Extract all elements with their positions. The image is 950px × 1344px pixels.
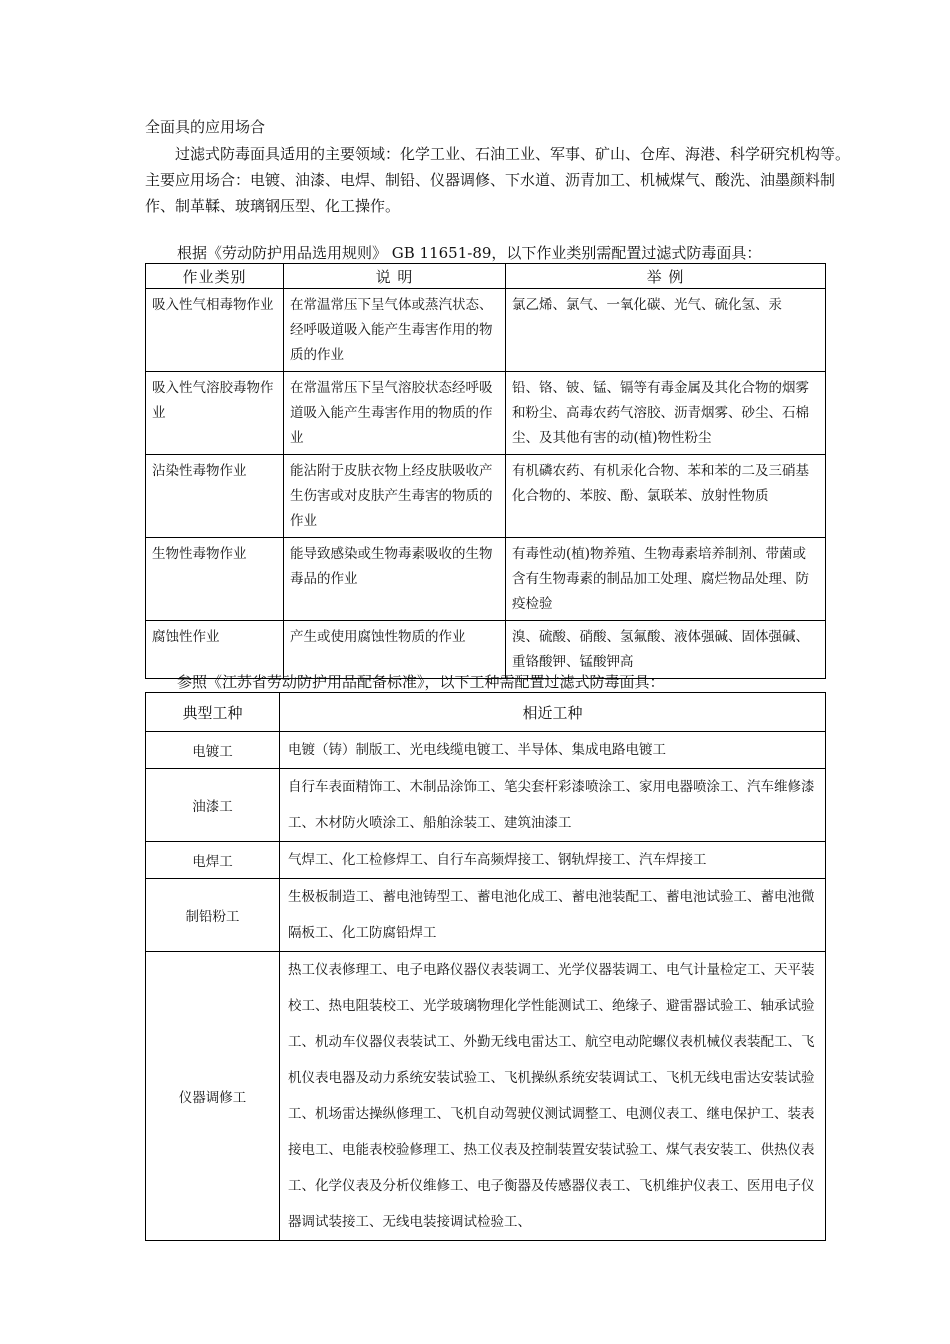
row-category: 生物性毒物作业 <box>146 538 284 621</box>
row-job-type: 制铅粉工 <box>146 879 280 952</box>
row-description: 在常温常压下呈气溶胶状态经呼吸道吸入能产生毒害作用的物质的作业 <box>284 372 506 455</box>
row-description: 能沾附于皮肤衣物上经皮肤吸收产生伤害或对皮肤产生毒害的物质的作业 <box>284 455 506 538</box>
table-row <box>146 842 826 879</box>
table-row <box>146 952 826 1241</box>
row-examples: 有毒性动(植)物养殖、生物毒素培养制剂、带菌或含有生物毒素的制品加工处理、腐烂物品处理、防疫检验 <box>506 538 826 621</box>
row-examples: 有机磷农药、有机汞化合物、苯和苯的二及三硝基化合物的、苯胺、酚、氯联苯、放射性物质 <box>506 455 826 538</box>
row-job-type: 电焊工 <box>146 842 280 879</box>
header-examples: 举 例 <box>506 264 826 289</box>
table-row <box>146 879 826 952</box>
table-row <box>146 372 826 455</box>
row-job-type: 电镀工 <box>146 732 280 769</box>
table2-caption: 参照《江苏省劳动防护用品配备标准》，以下工种需配置过滤式防毒面具： <box>177 673 665 691</box>
row-examples: 铅、铬、铍、锰、镉等有毒金属及其化合物的烟雾和粉尘、高毒农药气溶胶、沥青烟雾、砂尘、石棉尘、及其他有害的动(植)物性粉尘 <box>506 372 826 455</box>
row-similar-jobs: 气焊工、化工检修焊工、自行车高频焊接工、钢轨焊接工、汽车焊接工 <box>280 842 826 879</box>
table-row <box>146 455 826 538</box>
row-similar-jobs: 自行车表面精饰工、木制品涂饰工、笔尖套杆彩漆喷涂工、家用电器喷涂工、汽车维修漆工、木材防火喷涂工、船舶涂装工、建筑油漆工 <box>280 769 826 842</box>
table-header-row <box>146 264 826 289</box>
header-description: 说 明 <box>284 264 506 289</box>
table-row <box>146 538 826 621</box>
row-job-type: 油漆工 <box>146 769 280 842</box>
row-category: 沾染性毒物作业 <box>146 455 284 538</box>
intro-paragraph: 过滤式防毒面具适用的主要领域：化学工业、石油工业、军事、矿山、仓库、海港、科学研究机构等。 主要应用场合：电镀、油漆、电焊、制铅、仪器调修、下水道、沥青加工、机械煤气、酸洗、油墨颜料制作、制革鞣、玻璃钢压型、化工操作。 <box>145 145 851 215</box>
header-category: 作业类别 <box>146 264 284 289</box>
row-description: 能导致感染或生物毒素吸收的生物毒品的作业 <box>284 538 506 621</box>
table-row <box>146 289 826 372</box>
row-description: 产生或使用腐蚀性物质的作业 <box>284 621 506 679</box>
row-category: 吸入性气相毒物作业 <box>146 289 284 372</box>
row-description: 在常温常压下呈气体或蒸汽状态、经呼吸道吸入能产生毒害作用的物质的作业 <box>284 289 506 372</box>
table-row <box>146 769 826 842</box>
header-typical-job: 典型工种 <box>146 693 280 732</box>
table-header-row <box>146 693 826 732</box>
table-row <box>146 621 826 679</box>
job-type-table <box>145 692 826 1241</box>
row-category: 腐蚀性作业 <box>146 621 284 679</box>
row-category: 吸入性气溶胶毒物作业 <box>146 372 284 455</box>
row-examples: 氯乙烯、氯气、一氧化碳、光气、硫化氢、汞 <box>506 289 826 372</box>
row-similar-jobs: 电镀（铸）制版工、光电线缆电镀工、半导体、集成电路电镀工 <box>280 732 826 769</box>
row-examples: 溴、硫酸、硝酸、氢氟酸、液体强碱、固体强碱、重铬酸钾、锰酸钾高 <box>506 621 826 679</box>
row-similar-jobs: 热工仪表修理工、电子电路仪器仪表装调工、光学仪器装调工、电气计量检定工、天平装校工、热电阻装校工、光学玻璃物理化学性能测试工、绝缘子、避雷器试验工、轴承试验工、机动车仪器仪表装试工、外勤无线电雷达工、航空电动陀螺仪表机械仪表装配工、飞机仪表电器及动力系统安装试验工、飞机操纵系统安装调试工、飞机无线电雷达安装试验工、机场雷达操纵修理工、飞机自动驾驶仪测试调整工、电测仪表工、继电保护工、装表接电工、电能表校验修理工、热工仪表及控制装置安装试验工、煤气表安装工、供热仪表工、化学仪表及分析仪维修工、电子衡器及传感器仪表工、飞机维护仪表工、医用电子仪器调试装接工、无线电装接调试检验工、 <box>280 952 826 1241</box>
work-category-table <box>145 263 826 679</box>
section-heading: 全面具的应用场合 <box>145 118 266 136</box>
table1-caption: 根据《劳动防护用品选用规则》 GB 11651-89，以下作业类别需配置过滤式防毒面具： <box>177 244 762 262</box>
table-row <box>146 732 826 769</box>
row-similar-jobs: 生极板制造工、蓄电池铸型工、蓄电池化成工、蓄电池装配工、蓄电池试验工、蓄电池微隔板工、化工防腐铅焊工 <box>280 879 826 952</box>
header-similar-jobs: 相近工种 <box>280 693 826 732</box>
row-job-type: 仪器调修工 <box>146 952 280 1241</box>
